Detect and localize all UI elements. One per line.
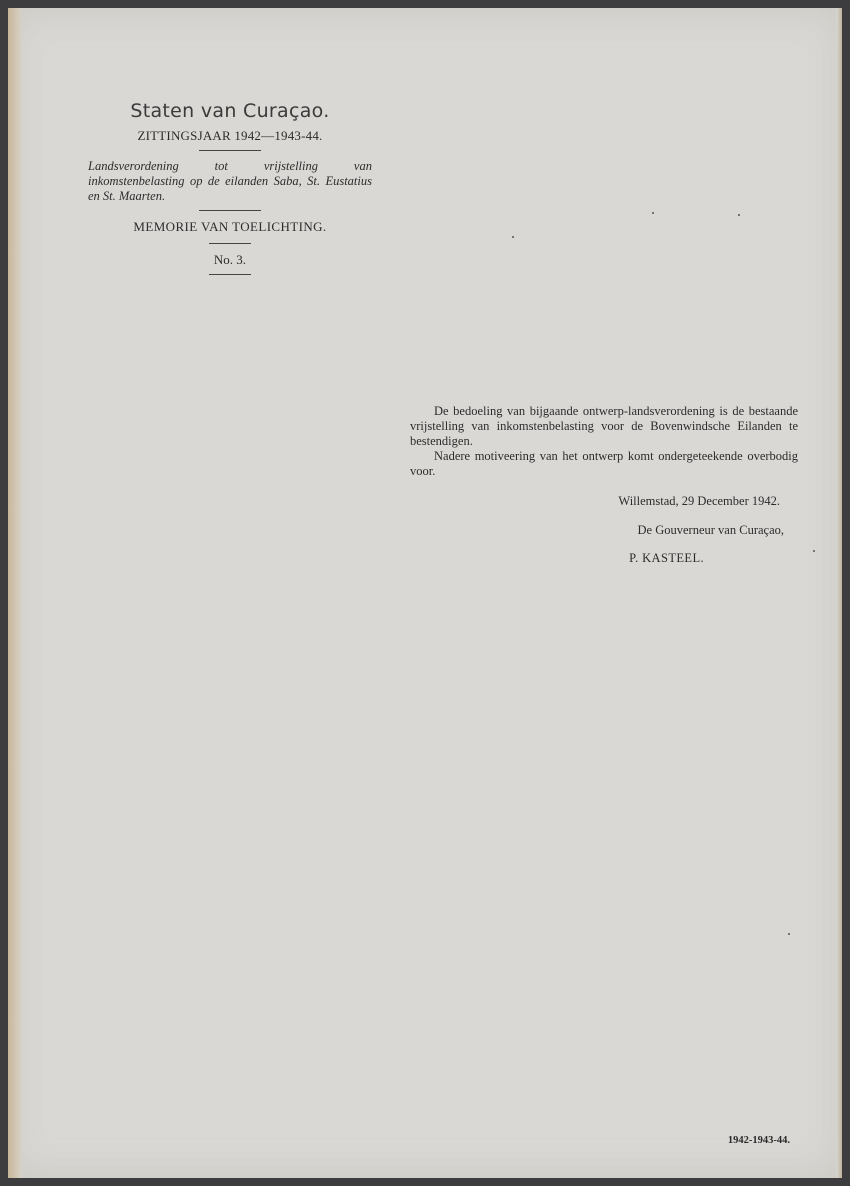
signatory-office: De Gouverneur van Curaçao, <box>637 523 784 537</box>
page-edge-right <box>836 8 842 1178</box>
session-year: ZITTINGSJAAR 1942—1943-44. <box>137 128 323 143</box>
ordinance-subject: Landsverordening tot vrijstelling van inkomstenbelasting op de eilanden Saba, St. Eustatius en St. Maarten. <box>88 159 372 203</box>
paper-speck <box>652 212 654 214</box>
paragraph: Nadere motiveering van het ontwerp komt ondergeteekende overbodig voor. <box>410 449 798 478</box>
document-page <box>8 8 842 1178</box>
page-edge-left <box>8 8 22 1178</box>
signatory-name: P. KASTEEL. <box>629 551 704 565</box>
divider <box>199 210 261 211</box>
paper-speck <box>813 550 815 552</box>
divider <box>209 243 251 244</box>
divider <box>199 150 261 151</box>
explanatory-text <box>410 404 798 479</box>
document-header <box>80 90 380 275</box>
place-date: Willemstad, 29 December 1942. <box>618 494 780 508</box>
paper-speck <box>512 236 514 238</box>
document-type: MEMORIE VAN TOELICHTING. <box>133 219 327 234</box>
page-title: Staten van Curaçao. <box>130 100 330 122</box>
document-number: No. 3. <box>213 252 247 267</box>
footer-code: 1942-1943-44. <box>727 1135 790 1146</box>
paper-speck <box>738 214 740 216</box>
divider <box>209 274 251 275</box>
paragraph: De bedoeling van bijgaande ontwerp-landsverordening is de bestaande vrijstelling van inkomstenbelasting voor de Bovenwindsche Eilanden te bestendigen. <box>410 404 798 448</box>
paper-speck <box>788 933 790 935</box>
